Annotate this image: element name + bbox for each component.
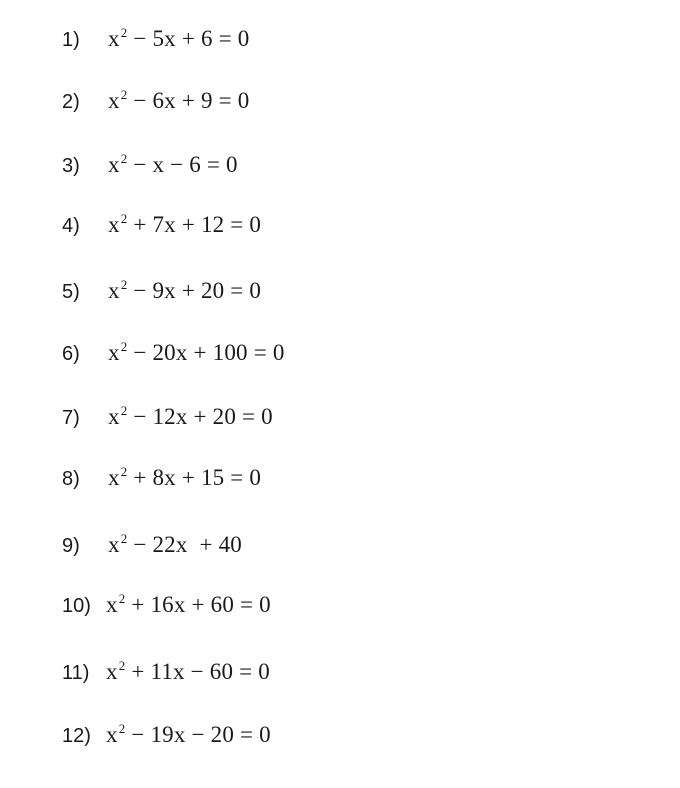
- problem-number: 1): [62, 29, 80, 51]
- problem-number: 6): [62, 343, 80, 365]
- problem-number: 7): [62, 407, 80, 429]
- equation: [106, 659, 270, 685]
- equation-exponent: 2: [120, 531, 128, 546]
- problem-number: 8): [62, 468, 80, 490]
- problem-number: 2): [62, 91, 80, 113]
- equation-rest: + 11x − 60 = 0: [125, 659, 270, 684]
- equation: [108, 26, 249, 52]
- equation-exponent: 2: [120, 211, 128, 226]
- equation-rest: + 8x + 15 = 0: [127, 465, 262, 490]
- equation-rest: + 7x + 12 = 0: [127, 212, 262, 237]
- equation-exponent: 2: [120, 339, 128, 354]
- equation-base: x: [108, 465, 120, 490]
- equation-base: x: [108, 152, 120, 177]
- equation-rest: − 20x + 100 = 0: [127, 340, 285, 365]
- problem-number: 3): [62, 155, 80, 177]
- equation-base: x: [108, 532, 120, 557]
- equation: [106, 592, 271, 618]
- problem-number: 12): [62, 725, 91, 747]
- problem-number: 4): [62, 215, 80, 237]
- equation-base: x: [108, 340, 120, 365]
- equation-rest: + 16x + 60 = 0: [125, 592, 271, 617]
- equation-base: x: [108, 88, 120, 113]
- problem-10: [62, 592, 271, 626]
- problem-3: [62, 152, 238, 186]
- equation-exponent: 2: [120, 25, 128, 40]
- problem-4: [62, 212, 261, 246]
- problem-12: [62, 722, 271, 756]
- equation-exponent: 2: [118, 658, 126, 673]
- equation-exponent: 2: [120, 403, 128, 418]
- problem-5: [62, 278, 261, 312]
- problem-number: 10): [62, 595, 91, 617]
- equation: [108, 404, 273, 430]
- problem-number: 11): [62, 662, 90, 684]
- problem-2: [62, 88, 249, 122]
- equation-exponent: 2: [120, 87, 128, 102]
- equation-exponent: 2: [120, 151, 128, 166]
- equation-exponent: 2: [120, 464, 128, 479]
- problem-7: [62, 404, 273, 438]
- problem-6: [62, 340, 285, 374]
- equation: [108, 212, 261, 238]
- equation-base: x: [108, 212, 120, 237]
- equation: [108, 465, 261, 491]
- equation-rest: − 5x + 6 = 0: [127, 26, 250, 51]
- equation: [108, 278, 261, 304]
- equation-rest: − 6x + 9 = 0: [127, 88, 250, 113]
- problem-number: 5): [62, 281, 80, 303]
- equation-base: x: [106, 592, 118, 617]
- equation-rest: − 22x + 40: [127, 532, 242, 557]
- equation-base: x: [108, 26, 120, 51]
- problem-number: 9): [62, 535, 80, 557]
- equation-exponent: 2: [118, 721, 126, 736]
- equation-base: x: [108, 404, 120, 429]
- equation-rest: − 9x + 20 = 0: [127, 278, 262, 303]
- equation: [108, 88, 249, 114]
- equation: [108, 532, 242, 558]
- equation-exponent: 2: [118, 591, 126, 606]
- equation-base: x: [106, 722, 118, 747]
- equation-base: x: [106, 659, 118, 684]
- equation-base: x: [108, 278, 120, 303]
- problem-1: [62, 26, 249, 60]
- equation-rest: − 19x − 20 = 0: [125, 722, 271, 747]
- problem-8: [62, 465, 261, 499]
- equation: [108, 340, 285, 366]
- equation-rest: − 12x + 20 = 0: [127, 404, 273, 429]
- equation: [108, 152, 238, 178]
- problem-11: [62, 659, 270, 693]
- equation-rest: − x − 6 = 0: [127, 152, 238, 177]
- problem-9: [62, 532, 242, 566]
- equation-exponent: 2: [120, 277, 128, 292]
- equation: [106, 722, 271, 748]
